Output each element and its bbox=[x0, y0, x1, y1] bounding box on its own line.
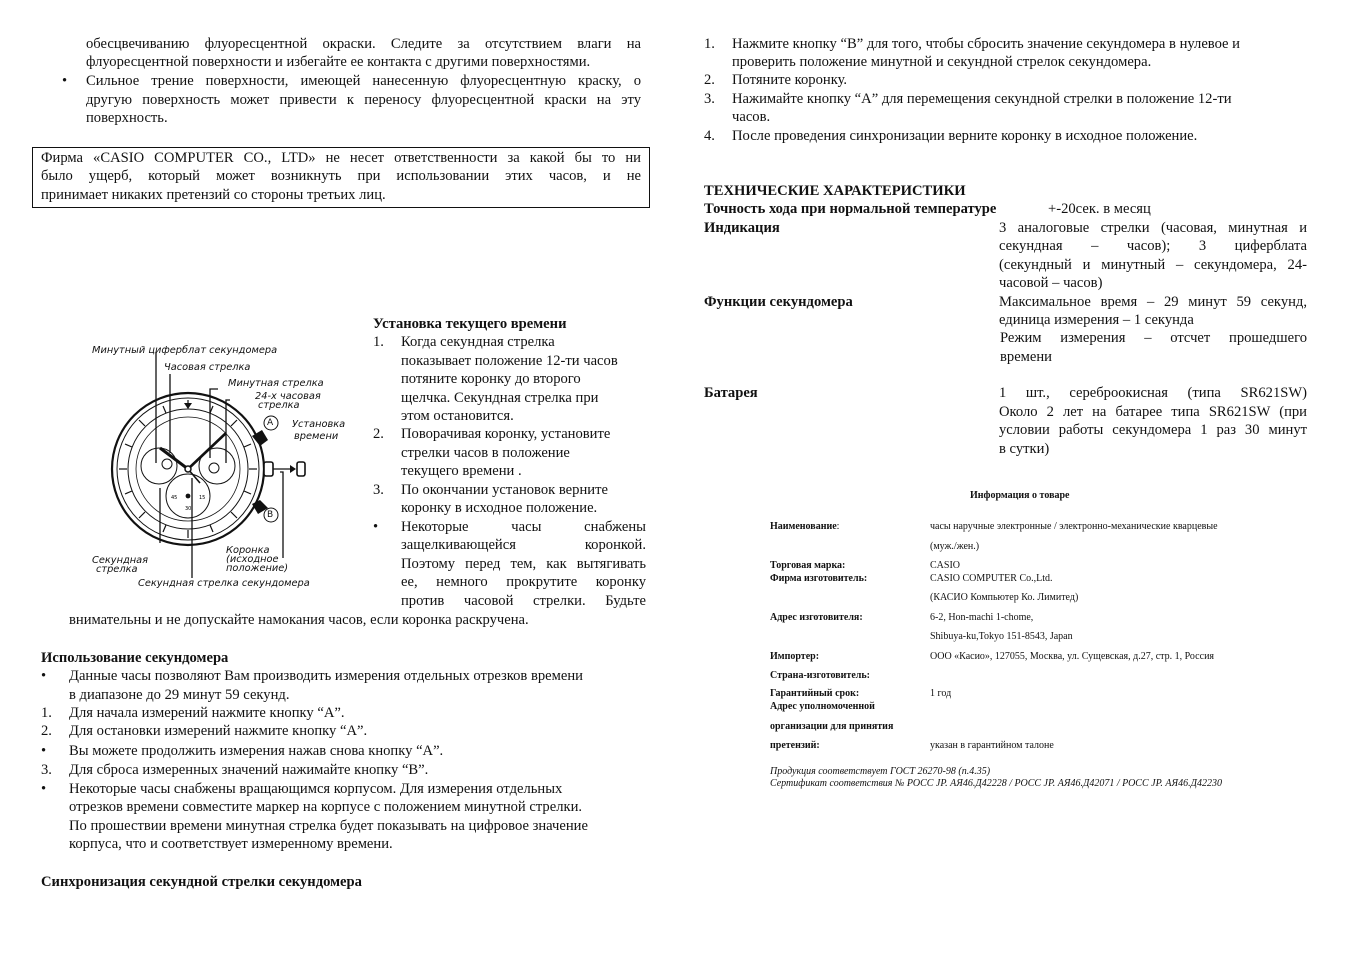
spec-stopwatch-line-2: единица измерения – 1 секунда bbox=[999, 312, 1194, 328]
spec-display-line-3: (секундный и минутный – секундомера, 24- bbox=[999, 257, 1307, 273]
spec-battery-line-1: 1 шт., сереброокисная (типа SR621SW) bbox=[999, 385, 1307, 401]
disclaimer-line-1: Фирма «CASIO COMPUTER CO., LTD» не несет ответственности за какой бы то ни bbox=[41, 150, 641, 166]
stopwatch-item-6-line-2: отрезков времени совместите маркер на корпусе с положением минутной стрелки. bbox=[69, 799, 583, 815]
warranty-label: Гарантийный срок: bbox=[770, 688, 860, 699]
label-24h-hand-2: стрелка bbox=[258, 400, 300, 411]
time-setting-marker-2: 2. bbox=[373, 426, 384, 442]
sync-step-1-line-2: проверить положение минутной и секундной стрелок секундомера. bbox=[732, 54, 1152, 70]
stopwatch-item-2: Для начала измерений нажмите кнопку “A”. bbox=[69, 705, 345, 721]
product-info-title: Информация о товаре bbox=[970, 490, 1070, 501]
spec-battery-line-4: в сутки) bbox=[999, 441, 1050, 457]
stopwatch-item-6-line-1: Некоторые часы снабжены вращающимся корпусом. Для измерения отдельных bbox=[69, 781, 563, 797]
stopwatch-bullet-1: • bbox=[41, 668, 47, 684]
address-value: 6-2, Hon-machi 1-chome, bbox=[930, 612, 1034, 623]
spec-display-line-1: 3 аналоговые стрелки (часовая, минутная и bbox=[999, 220, 1307, 236]
sync-heading: Синхронизация секундной стрелки секундомера bbox=[41, 874, 362, 890]
intro-line-1: обесцвечиванию флуоресцентной окраски. Следите за отсутствием влаги на bbox=[86, 36, 641, 52]
watch-diagram-labels bbox=[80, 338, 370, 598]
time-setting-1-line-1: Когда секундная стрелка bbox=[401, 334, 555, 350]
watch-diagram bbox=[80, 338, 370, 598]
time-setting-2-line-2: стрелки часов в положение bbox=[401, 445, 570, 461]
address-value-2: Shibuya-ku,Tokyo 151-8543, Japan bbox=[930, 631, 1073, 642]
country-label: Страна-изготовитель: bbox=[770, 670, 870, 681]
spec-battery-line-3: условии работы секундомера 1 раз 30 минут bbox=[999, 422, 1307, 438]
label-time-setting-2: времени bbox=[294, 431, 339, 442]
importer-value: ООО «Касио», 127055, Москва, ул. Сущевская, д.27, стр. 1, Россия bbox=[930, 651, 1215, 662]
brand-label: Торговая марка: bbox=[770, 560, 846, 571]
disclaimer-line-2: было ущерб, который может возникнуть при использовании этих часов, и не bbox=[41, 168, 641, 185]
intro-line-2: флуоресцентной поверхности и избегайте ее контакта с другими поверхностями. bbox=[86, 54, 591, 70]
spec-display-label: Индикация bbox=[704, 220, 780, 236]
button-a-label: A bbox=[267, 418, 274, 428]
time-setting-3-line-1: По окончании установок верните bbox=[401, 482, 608, 498]
sync-step-2: Потяните коронку. bbox=[732, 72, 848, 88]
svg-text:30: 30 bbox=[185, 506, 192, 512]
time-setting-4-line-1: Некоторые часы снабжены bbox=[401, 519, 646, 535]
time-setting-4-line-4: ее, немного прокрутите коронку bbox=[401, 574, 646, 590]
stopwatch-use-heading: Использование секундомера bbox=[41, 650, 229, 666]
label-hour-hand: Часовая стрелка bbox=[164, 362, 251, 373]
stopwatch-marker-3: 2. bbox=[41, 723, 52, 739]
label-time-setting-1: Установка bbox=[292, 419, 346, 430]
disclaimer-box bbox=[32, 147, 650, 208]
subdial-45: 45 bbox=[171, 495, 178, 501]
stopwatch-marker-2: 1. bbox=[41, 705, 52, 721]
bullet-marker: • bbox=[62, 73, 68, 89]
claims-value: указан в гарантийном талоне bbox=[930, 740, 1054, 751]
stopwatch-item-6-line-4: корпуса, что и соответствует измеренному времени. bbox=[69, 836, 393, 852]
stopwatch-item-5: Для сброса измеренных значений нажимайте кнопку “B”. bbox=[69, 762, 429, 778]
spec-battery-line-2: Около 2 лет на батарее типа SR621SW (при bbox=[999, 404, 1307, 420]
svg-text:15: 15 bbox=[199, 495, 206, 501]
label-minute-hand: Минутная стрелка bbox=[228, 378, 324, 389]
spec-accuracy-value: +-20сек. в месяц bbox=[1048, 201, 1151, 217]
certificate-note: Сертификат соответствия № РОСС JP. АЯ46.Д42228 / РОСС JP. АЯ46.Д42071 / РОСС JP. АЯ46.Д42230 bbox=[770, 778, 1222, 789]
stopwatch-bullet-4: • bbox=[41, 743, 47, 759]
friction-line-2: другую поверхность может привести к переносу флуоресцентной краски на эту bbox=[86, 92, 641, 108]
stopwatch-item-4: Вы можете продолжить измерения нажав снова кнопку “A”. bbox=[69, 743, 444, 759]
spec-display-line-2: секундная – часов); 3 циферблата bbox=[999, 238, 1307, 254]
spec-accuracy-label: Точность хода при нормальной температуре bbox=[704, 201, 997, 217]
name-label: Наименование bbox=[770, 521, 837, 532]
label-crown-1: Коронка bbox=[226, 545, 270, 556]
friction-line-3: поверхность. bbox=[86, 110, 168, 126]
sync-step-3-line-2: часов. bbox=[732, 109, 771, 125]
stopwatch-item-1-line-2: в диапазоне до 29 минут 59 секунд. bbox=[69, 687, 290, 703]
time-setting-continuation: внимательны и не допускайте намокания часов, если коронка раскручена. bbox=[69, 612, 529, 628]
sync-step-4: После проведения синхронизации верните коронку в исходное положение. bbox=[732, 128, 1198, 144]
claims-label-1: Адрес уполномоченной bbox=[770, 701, 875, 712]
sync-marker-4: 4. bbox=[704, 128, 715, 144]
spec-display-line-4: часовой – часов) bbox=[999, 275, 1103, 291]
claims-label-2: организации для принятия bbox=[770, 721, 894, 732]
maker-label: Фирма изготовитель: bbox=[770, 573, 868, 584]
importer-label: Импортер: bbox=[770, 651, 820, 662]
label-crown-2: (исходное bbox=[226, 554, 279, 565]
compliance-note: Продукция соответствует ГОСТ 26270-98 (п.4.35) bbox=[770, 766, 991, 777]
time-setting-marker-3: 3. bbox=[373, 482, 384, 498]
label-second-hand-1: Секундная bbox=[92, 555, 149, 566]
specs-heading: ТЕХНИЧЕСКИЕ ХАРАКТЕРИСТИКИ bbox=[704, 183, 966, 199]
spec-stopwatch-label: Функции секундомера bbox=[704, 294, 853, 310]
name-value: часы наручные электронные / электронно-механические кварцевые bbox=[930, 521, 1218, 532]
name-value-2: (муж./жен.) bbox=[930, 541, 980, 552]
time-setting-bullet: • bbox=[373, 519, 379, 535]
time-setting-4-line-3: Поэтому перед тем, как вытягивать bbox=[401, 556, 646, 572]
time-setting-marker-1: 1. bbox=[373, 334, 384, 350]
button-b-label: B bbox=[267, 510, 274, 520]
time-setting-4-line-5: против часовой стрелки. Будьте bbox=[401, 593, 646, 609]
name-label-wrap bbox=[770, 520, 839, 533]
label-second-hand-2: стрелка bbox=[96, 564, 138, 575]
claims-label-3: претензий: bbox=[770, 740, 820, 751]
stopwatch-bullet-6: • bbox=[41, 781, 47, 797]
sync-marker-1: 1. bbox=[704, 36, 715, 52]
label-stopwatch-second-hand: Секундная стрелка секундомера bbox=[138, 578, 310, 589]
spec-stopwatch-line-3: Режим измерения – отсчет прошедшего bbox=[1000, 330, 1307, 346]
address-label: Адрес изготовителя: bbox=[770, 612, 863, 623]
time-setting-3-line-2: коронку в исходное положение. bbox=[401, 500, 598, 516]
spec-stopwatch-line-4: времени bbox=[1000, 349, 1052, 365]
time-setting-1-line-3: потяните коронку до второго bbox=[401, 371, 581, 387]
label-crown-3: положение) bbox=[226, 563, 289, 574]
stopwatch-item-1-line-1: Данные часы позволяют Вам производить измерения отдельных отрезков времени bbox=[69, 668, 583, 684]
warranty-value: 1 год bbox=[930, 688, 952, 699]
time-setting-1-line-4: щелчка. Секундная стрелка при bbox=[401, 390, 599, 406]
sync-marker-2: 2. bbox=[704, 72, 715, 88]
time-setting-4-line-2: защелкивающейся коронкой. bbox=[401, 537, 646, 553]
sync-marker-3: 3. bbox=[704, 91, 715, 107]
label-stopwatch-minute-dial: Минутный циферблат секундомера bbox=[92, 345, 278, 356]
friction-line-1: Сильное трение поверхности, имеющей нанесенную флуоресцентную краску, о bbox=[86, 73, 641, 89]
sync-step-3-line-1: Нажимайте кнопку “A” для перемещения секундной стрелки в положение 12-ти bbox=[732, 91, 1232, 107]
time-setting-2-line-1: Поворачивая коронку, установите bbox=[401, 426, 611, 442]
maker-value: CASIO COMPUTER Co.,Ltd. bbox=[930, 573, 1053, 584]
stopwatch-item-3: Для остановки измерений нажмите кнопку “A”. bbox=[69, 723, 368, 739]
stopwatch-item-6-line-3: По прошествии времени минутная стрелка будет показывать на цифровое значение bbox=[69, 818, 588, 834]
brand-value: CASIO bbox=[930, 560, 961, 571]
maker-value-2: (КАСИО Компьютер Ко. Лимитед) bbox=[930, 592, 1079, 603]
disclaimer-line-3: принимает никаких претензий со стороны третьих лиц. bbox=[41, 186, 386, 203]
spec-stopwatch-line-1: Максимальное время – 29 минут 59 секунд, bbox=[999, 294, 1307, 310]
time-setting-1-line-2: показывает положение 12-ти часов bbox=[401, 353, 618, 369]
time-setting-heading: Установка текущего времени bbox=[373, 316, 567, 332]
time-setting-1-line-5: этом остановится. bbox=[401, 408, 514, 424]
label-24h-hand-1: 24-х часовая bbox=[255, 391, 321, 402]
stopwatch-marker-5: 3. bbox=[41, 762, 52, 778]
name-colon: : bbox=[836, 521, 840, 532]
sync-step-1-line-1: Нажмите кнопку “B” для того, чтобы сбросить значение секундомера в нулевое и bbox=[732, 36, 1240, 52]
time-setting-2-line-3: текущего времени . bbox=[401, 463, 522, 479]
spec-battery-label: Батарея bbox=[704, 385, 758, 401]
